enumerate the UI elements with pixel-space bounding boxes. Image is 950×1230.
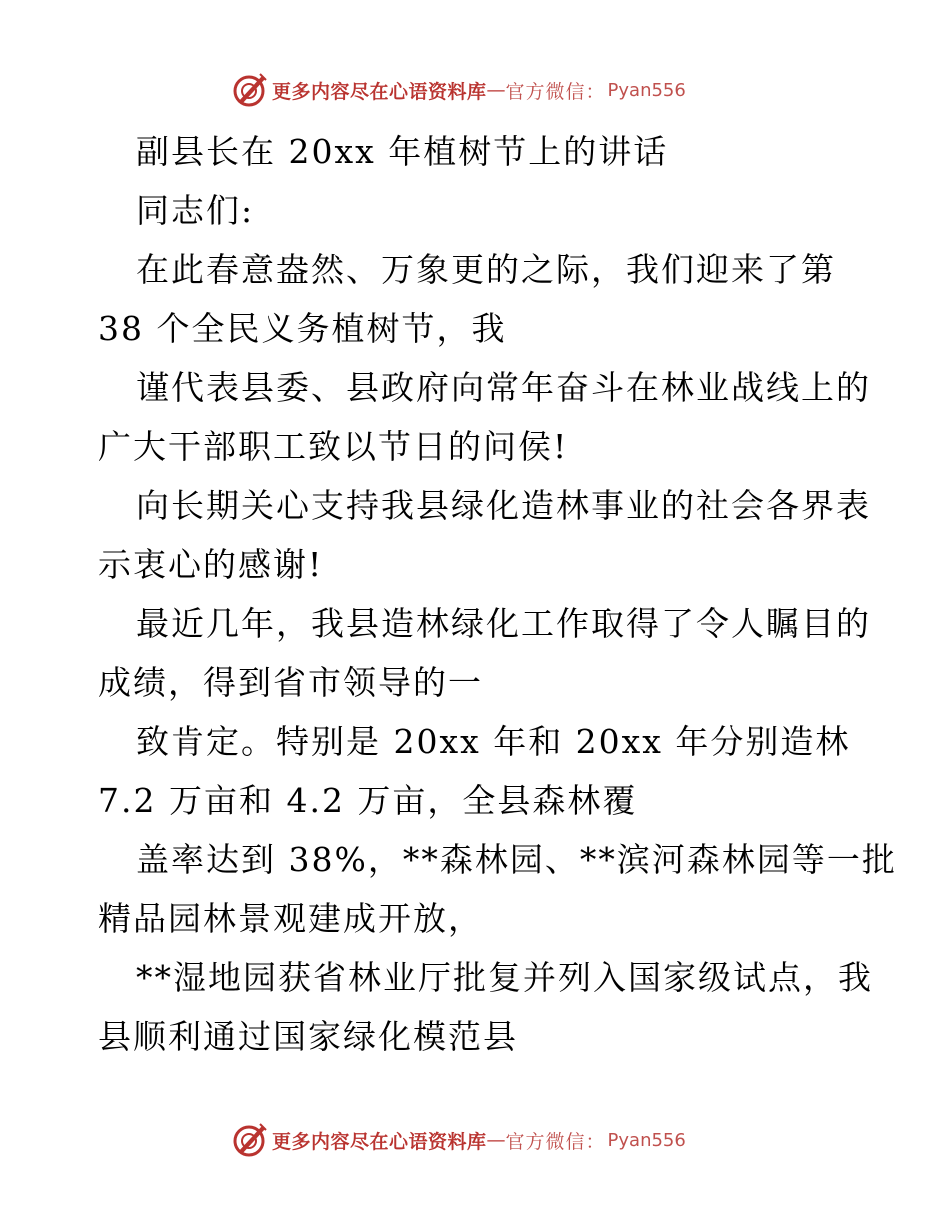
paragraph-line: 广大干部职工致以节日的问侯! xyxy=(98,427,569,466)
banner-main-text: 更多内容尽在心语资料库 xyxy=(272,80,487,103)
paragraph-line: 最近几年，我县造林绿化工作取得了令人瞩目的 xyxy=(136,604,871,643)
header-banner xyxy=(232,70,732,110)
paragraph-line: 致肯定。特别是 20xx 年和 20xx 年分别造林 xyxy=(136,722,851,761)
banner-wechat-label: 官方微信： xyxy=(505,80,606,103)
banner-wechat-label: 官方微信： xyxy=(505,1130,606,1153)
paragraph-line: 县顺利通过国家绿化模范县 xyxy=(98,1017,518,1056)
paragraph-line: 精品园林景观建成开放， xyxy=(98,899,483,938)
banner-dash: — xyxy=(486,79,506,101)
paragraph-line: 成绩，得到省市领导的一 xyxy=(98,663,483,702)
document-body xyxy=(98,122,897,1066)
quill-logo-icon xyxy=(232,1122,268,1158)
document-title: 副县长在 20xx 年植树节上的讲话 xyxy=(136,132,669,171)
banner-main-text: 更多内容尽在心语资料库 xyxy=(272,1130,487,1153)
paragraph-line: 盖率达到 38%，**森林园、**滨河森林园等一批 xyxy=(136,840,897,879)
paragraph-line: 向长期关心支持我县绿化造林事业的社会各界表 xyxy=(136,486,871,525)
footer-banner xyxy=(232,1120,732,1160)
paragraph-line: 示衷心的感谢! xyxy=(98,545,324,584)
quill-logo-icon xyxy=(232,72,268,108)
paragraph-line: 在此春意盎然、万象更的之际，我们迎来了第 xyxy=(136,250,836,289)
banner-dash: — xyxy=(486,1129,506,1151)
paragraph-line: **湿地园获省林业厅批复并列入国家级试点，我 xyxy=(136,958,873,997)
banner-wechat-id: Pyan556 xyxy=(607,79,686,101)
paragraph-line: 谨代表县委、县政府向常年奋斗在林业战线上的 xyxy=(136,368,871,407)
salutation: 同志们: xyxy=(136,191,255,230)
paragraph-line: 7.2 万亩和 4.2 万亩，全县森林覆 xyxy=(98,781,638,820)
banner-wechat-id: Pyan556 xyxy=(607,1129,686,1151)
paragraph-line: 38 个全民义务植树节，我 xyxy=(98,309,507,348)
